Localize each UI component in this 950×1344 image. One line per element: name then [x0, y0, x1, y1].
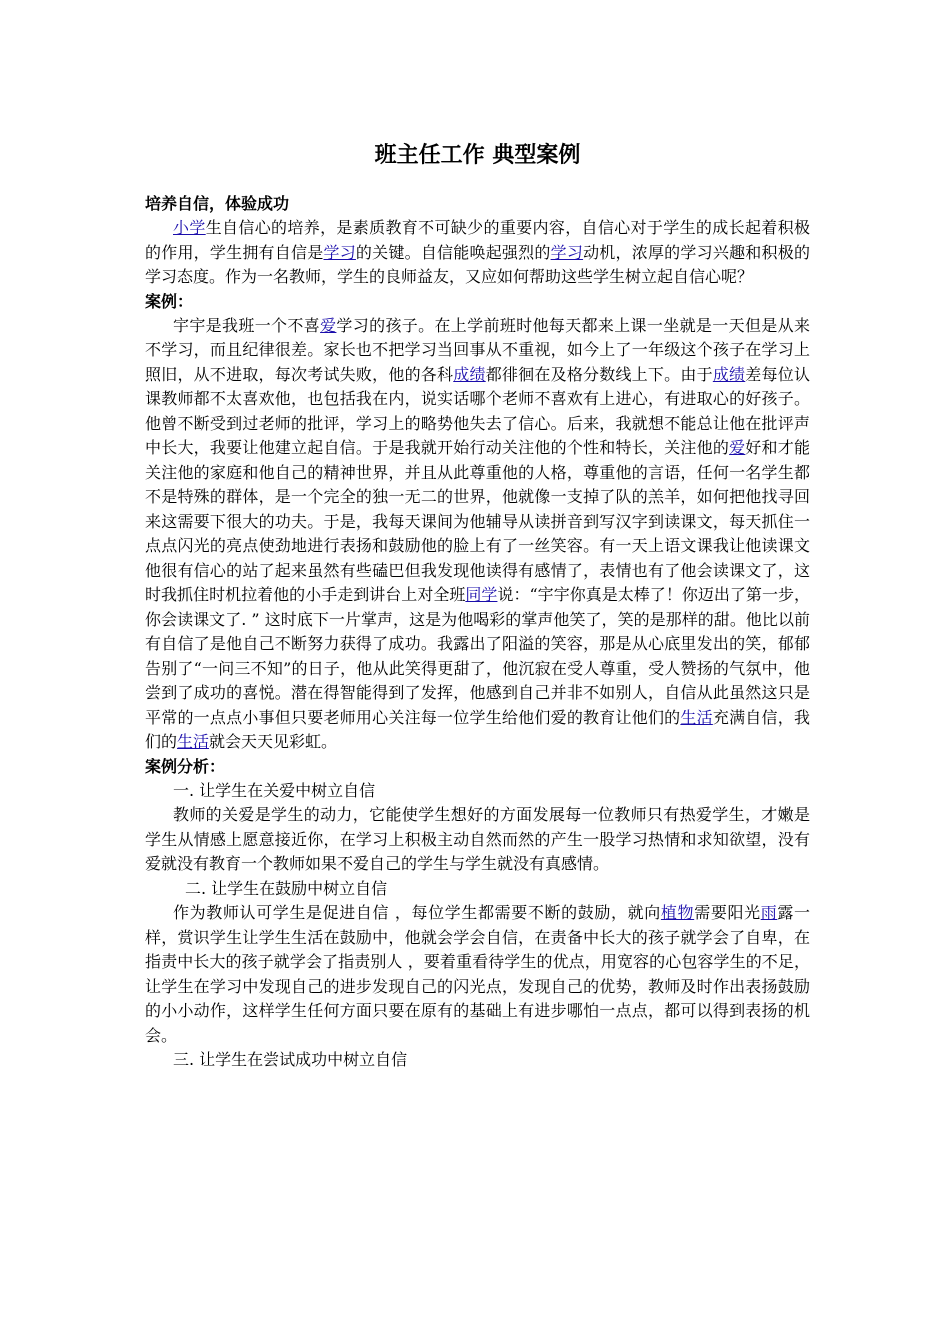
inline-link[interactable]: 雨: [760, 903, 778, 922]
text-run: 说：“宇宇你真是太棒了！你迈出了第一步，你会读课文了. ” 这时底下一片掌声，这是为他喝彩的掌声他笑了，笑的是那样的甜。他比以前有自信了是他自己不断努力获得了成功。我露出了阳溢的笑容，那是从心底里发出的笑，郁郁告别了“一问三不知”的日子，他从此笑得更甜了，他沉寂在受人尊重，受人赞扬的气氛中，他尝到了成功的喜悦。潜在得智能得到了发挥，他感到自己并非不如别人，自信从此虽然这只是平常的一点点小事但只要老师用心关注每一位学生给他们爱的教育让他们的: [145, 585, 810, 727]
text-run: 需要阳光: [694, 903, 761, 922]
text-run: 差每位认课教师都不太喜欢他，也包括我在内，说实话哪个老师不喜欢有上进心，有进取心的好孩子。他曾不断受到过老师的批评，学习上的略势他失去了信心。后来，我就想不能总让他在批评声中长大，我要让他建立起自信。于是我就开始行动关注他的个性和特长，关注他的: [145, 364, 810, 457]
text-run: 露一样，赏识学生让学生生活在鼓励中，他就会学会自信，在责备中长大的孩子就学会了自卑，在指责中长大的孩子就学会了指责别人 ，要着重看待学生的优点，用宽容的心包容学生的不足，让学生在学习中发现自己的进步发现自己的闪光点，发现自己的优势，教师及时作出表扬鼓励 的小小动作，这样学生任何方面只要在原有的基础上有进步哪怕一点点，都可以得到表扬的机会。: [145, 903, 810, 1045]
document-title: 班主任工作 典型案例: [374, 143, 581, 168]
text-run: 充满自信，我们的: [145, 707, 810, 751]
inline-link[interactable]: 成绩: [712, 364, 746, 384]
analysis-point-2: 二. 让学生在鼓励中树立自信: [185, 878, 388, 898]
text-run: 宇宇是我班一个不喜: [173, 315, 321, 335]
document-page: [145, 140, 810, 1073]
analysis-point-3: 三. 让学生在尝试成功中树立自信: [173, 1050, 408, 1069]
inline-link[interactable]: 植物: [660, 903, 695, 922]
analysis-paragraph-1: [145, 803, 810, 877]
inline-link[interactable]: 爱: [729, 438, 746, 457]
analysis-paragraph-2: [145, 901, 810, 1048]
inline-link[interactable]: 成绩: [453, 364, 486, 384]
inline-link[interactable]: 生活: [680, 707, 713, 727]
inline-link[interactable]: 学习: [323, 242, 356, 262]
inline-link[interactable]: 小学: [173, 218, 206, 237]
inline-link[interactable]: 生活: [177, 732, 210, 751]
text-run: 好和才能关注他的家庭和他自己的精神世界，并且从此尊重他的人格，尊重他的言语，任何一名学生都不是特殊的群体，是一个完全的独一无二的世界，他就像一支掉了队的羔羊，如何把他找寻回来这需要下很大的功夫。于是，我每天课间为他辅导从读拼音到写汉字到读课文，每天抓住一点点闪光的亮点使劲地进行表扬和鼓励他的脸上有了一丝笑容。有一天上语文课我让他读课文他很有信心的站了起来虽然有些磕巴但我发现他读得有感情了，表情也有了他会读课文了，这时我抓住时机拉着他的小手走到讲台上对全班: [145, 438, 810, 604]
text-run: 动机，浓厚的学习兴趣和积极的学习态度。作为一名教师，学生的良师益友，又应如何帮助这些学生树立起自信心呢？: [145, 242, 810, 286]
inline-link[interactable]: 同学: [465, 585, 498, 604]
case-heading: 案例：: [145, 291, 194, 311]
section-heading: 培养自信，体验成功: [145, 194, 290, 213]
case-paragraph: [145, 314, 810, 755]
text-run: 教师的关爱是学生的动力，它能使学生想好的方面发展每一位教师只有热爱学生，才嫩是学生从情感上愿意接近你，在学习上积极主动自然而然的产生一股学习热情和求知欲望，没有爱就没有教育一个教师如果不爱自己的学生与学生就没有真感情。: [145, 805, 810, 873]
text-run: 生自信心的培养，是素质教育不可缺少的重要内容，自信心对于学生的成长起着积极的作用，学生拥有自信是: [145, 218, 810, 262]
text-run: 就会天天见彩虹。: [209, 732, 338, 751]
analysis-heading: 案例分析：: [145, 756, 226, 776]
text-run: 的关键。自信能唤起强烈的: [355, 242, 551, 262]
inline-link[interactable]: 爱: [320, 315, 337, 335]
intro-paragraph: [145, 216, 810, 290]
text-run: 学习的孩子。在上学前班时他每天都来上课一坐就是一天但是从来不学习，而且纪律很差。家长也不把学习当回事从不重视，如今上了一年级这个孩子在学习上照旧，从不进取，每次考试失败，他的各科: [145, 315, 810, 384]
text-run: 作为教师认可学生是促进自信 ，每位学生都需要不断的鼓励，就向: [173, 903, 661, 922]
text-run: 都徘徊在及格分数线上下。由于: [485, 364, 713, 384]
inline-link[interactable]: 学习: [550, 242, 584, 262]
analysis-point-1: 一. 让学生在关爱中树立自信: [173, 780, 376, 800]
